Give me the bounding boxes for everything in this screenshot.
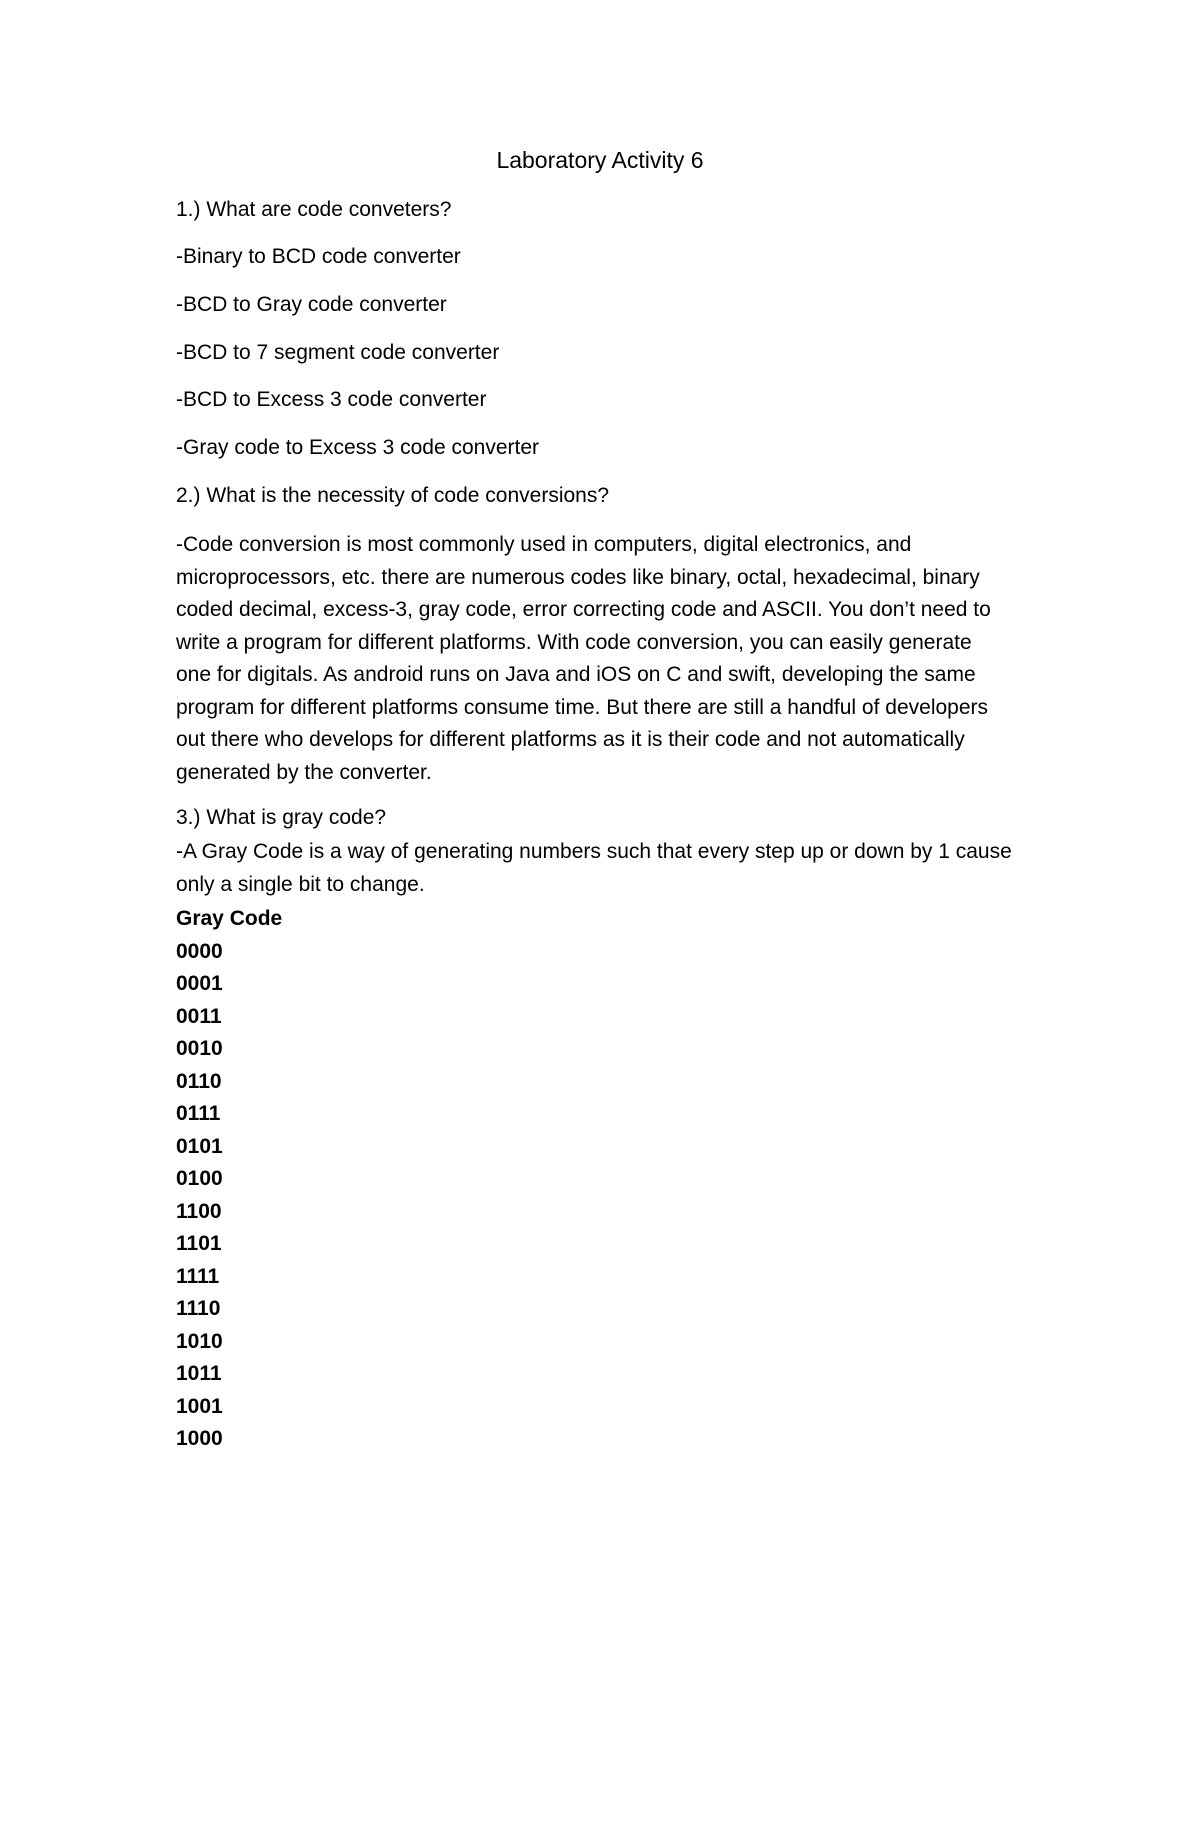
- gray-code-value: 0111: [176, 1102, 221, 1125]
- answer-2-line: microprocessors, etc. there are numerous codes like binary, octal, hexadecimal, binary: [176, 565, 980, 589]
- answer-2-paragraph: [176, 529, 1076, 789]
- answer-1-item: -Gray code to Excess 3 code converter: [176, 436, 539, 459]
- answer-2-line: write a program for different platforms. With code conversion, you can easily generate: [176, 630, 972, 654]
- gray-code-value: 0000: [176, 939, 223, 963]
- gray-code-value: 0010: [176, 1037, 223, 1060]
- gray-code-value: 0110: [176, 1069, 222, 1093]
- answer-3-line: -A Gray Code is a way of generating numbers such that every step up or down by 1 cause: [176, 840, 1012, 863]
- answer-2-line: coded decimal, excess-3, gray code, error correcting code and ASCII. You don’t need to: [176, 598, 991, 621]
- question-1: 1.) What are code conveters?: [176, 198, 452, 221]
- answer-2-line: -Code conversion is most commonly used in computers, digital electronics, and: [176, 533, 912, 556]
- gray-code-value: 1011: [176, 1362, 222, 1385]
- answer-1-item: -BCD to Excess 3 code converter: [176, 388, 487, 411]
- gray-code-table: [176, 903, 282, 1456]
- answer-2-line: one for digitals. As android runs on Java and iOS on C and swift, developing the same: [176, 663, 976, 686]
- answer-3-paragraph: [176, 836, 1076, 901]
- gray-code-value: 1010: [176, 1329, 223, 1353]
- answer-2-line: out there who develops for different platforms as it is their code and not automatically: [176, 728, 965, 751]
- gray-code-value: 1110: [176, 1297, 221, 1320]
- answer-3-line: only a single bit to change.: [176, 872, 425, 896]
- gray-code-value: 0101: [176, 1134, 223, 1158]
- question-2: 2.) What is the necessity of code conversions?: [176, 484, 610, 507]
- answer-1-item: -BCD to Gray code converter: [176, 293, 447, 316]
- answer-1-item: -BCD to 7 segment code converter: [176, 341, 500, 364]
- gray-code-value: 1100: [176, 1199, 222, 1223]
- gray-code-value: 0011: [176, 1004, 222, 1028]
- answer-1-item: -Binary to BCD code converter: [176, 245, 461, 268]
- gray-code-value: 0100: [176, 1167, 223, 1190]
- answer-2-line: program for different platforms consume time. But there are still a handful of developers: [176, 695, 989, 719]
- page-title: Laboratory Activity 6: [496, 147, 704, 173]
- gray-code-value: 1101: [176, 1232, 222, 1255]
- gray-code-value: 1111: [176, 1264, 220, 1288]
- gray-code-value: 1000: [176, 1427, 223, 1450]
- gray-code-value: 1001: [176, 1394, 223, 1418]
- gray-code-heading: Gray Code: [176, 907, 283, 930]
- answer-2-line: generated by the converter.: [176, 760, 432, 784]
- question-3: 3.) What is gray code?: [176, 806, 387, 829]
- gray-code-value: 0001: [176, 972, 223, 995]
